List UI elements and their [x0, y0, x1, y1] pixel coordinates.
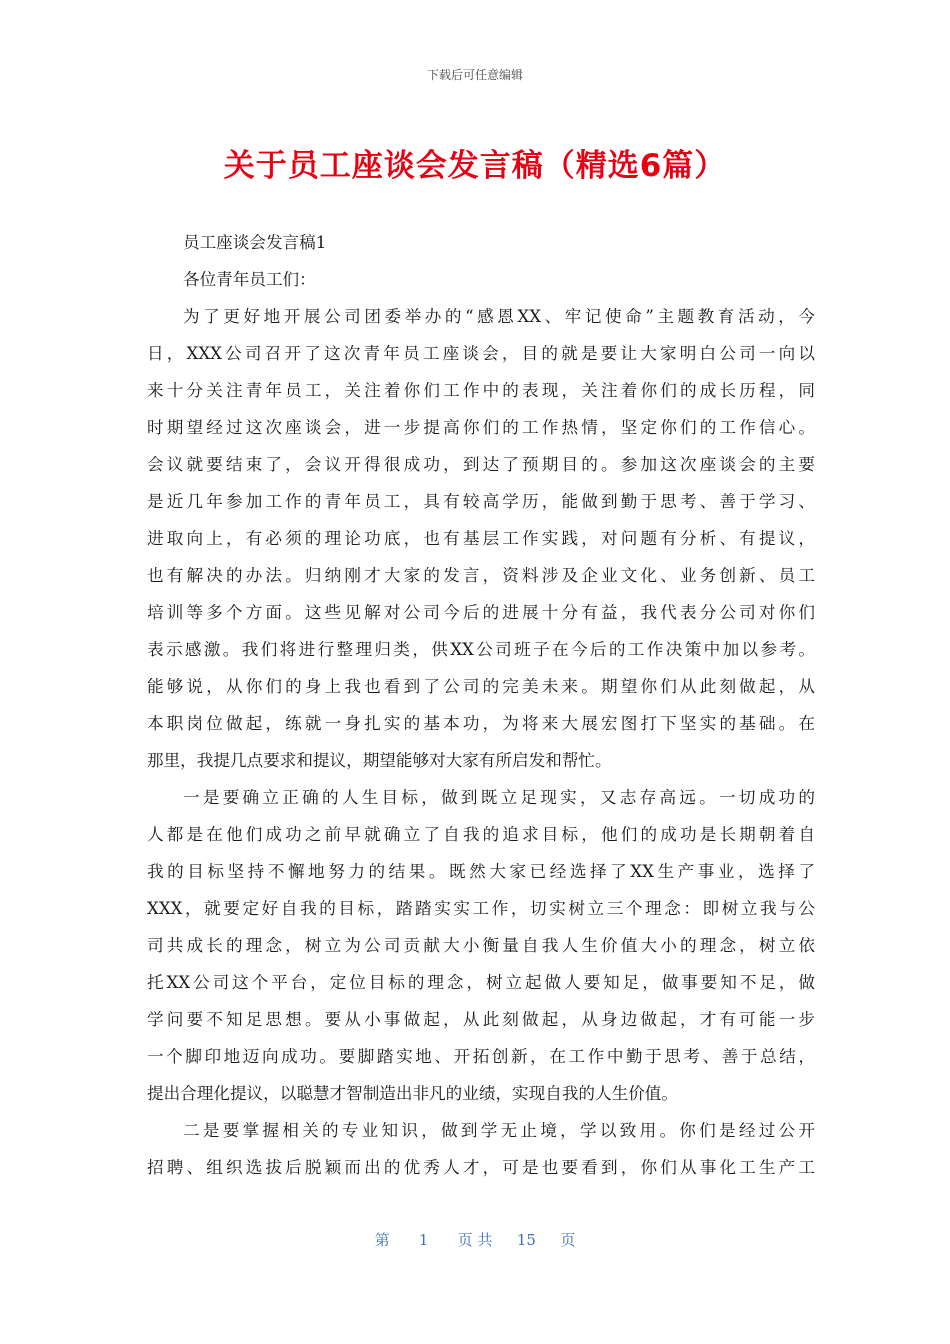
text-line: 司共成长的理念，树立为公司贡献大小衡量自我人生价值大小的理念，树立依 — [147, 936, 815, 955]
text-line: 进取向上，有必须的理论功底，也有基层工作实践，对问题有分析、有提议， — [147, 529, 815, 548]
text-line: 托XX公司这个平台，定位目标的理念，树立起做人要知足，做事要知不足，做 — [147, 973, 815, 992]
text-line: 那里，我提几点要求和提议，期望能够对大家有所启发和帮忙。 — [147, 751, 612, 770]
text-line: 也有解决的办法。归纳刚才大家的发言，资料涉及企业文化、业务创新、员工 — [147, 566, 815, 585]
text-line: 各位青年员工们： — [183, 270, 316, 289]
text-line: 员工座谈会发言稿1 — [183, 233, 327, 252]
footer-label-end: 页 — [560, 1231, 576, 1249]
text-line: 为了更好地开展公司团委举办的“感恩XX、牢记使命”主题教育活动，今 — [183, 307, 815, 326]
text-line: 一是要确立正确的人生目标，做到既立足现实，又志存高远。一切成功的 — [183, 788, 815, 807]
text-line: 表示感激。我们将进行整理归类，供XX公司班子在今后的工作决策中加以参考。 — [147, 640, 815, 659]
header-note: 下载后可任意编辑 — [426, 68, 523, 82]
footer-total-pages: 15 — [516, 1231, 536, 1249]
text-line: 时期望经过这次座谈会，进一步提高你们的工作热情，坚定你们的工作信心。 — [147, 418, 815, 437]
text-line: 二是要掌握相关的专业知识，做到学无止境，学以致用。你们是经过公开 — [183, 1121, 815, 1140]
page-footer — [0, 1229, 950, 1250]
text-line: 会议就要结束了，会议开得很成功，到达了预期目的。参加这次座谈会的主要 — [147, 455, 815, 474]
text-line: 培训等多个方面。这些见解对公司今后的进展十分有益，我代表分公司对你们 — [147, 603, 815, 622]
document-title: 关于员工座谈会发言稿（精选6篇） — [223, 148, 727, 184]
text-line: 我的目标坚持不懈地努力的结果。既然大家已经选择了XX生产事业，选择了 — [147, 862, 815, 881]
text-line: 本职岗位做起，练就一身扎实的基本功，为将来大展宏图打下坚实的基础。在 — [147, 714, 815, 733]
text-line: 是近几年参加工作的青年员工，具有较高学历，能做到勤于思考、善于学习、 — [147, 492, 815, 511]
text-line: 一个脚印地迈向成功。要脚踏实地、开拓创新，在工作中勤于思考、善于总结， — [147, 1047, 815, 1066]
text-line: 人都是在他们成功之前早就确立了自我的追求目标，他们的成功是长期朝着自 — [147, 825, 815, 844]
text-line: 日，XXX公司召开了这次青年员工座谈会，目的就是要让大家明白公司一向以 — [147, 344, 815, 363]
text-line: 能够说，从你们的身上我也看到了公司的完美未来。期望你们从此刻做起，从 — [147, 677, 815, 696]
document-body — [147, 224, 815, 1186]
text-line: 招聘、组织选拔后脱颖而出的优秀人才，可是也要看到，你们从事化工生产工 — [147, 1158, 815, 1177]
footer-label-total: 页 共 — [457, 1231, 493, 1249]
footer-page-number: 1 — [418, 1231, 429, 1249]
footer-label-page: 第 — [374, 1231, 390, 1249]
text-line: 提出合理化提议，以聪慧才智制造出非凡的业绩，实现自我的人生价值。 — [147, 1084, 678, 1103]
text-line: 来十分关注青年员工，关注着你们工作中的表现，关注着你们的成长历程，同 — [147, 381, 815, 400]
text-line: XXX，就要定好自我的目标，踏踏实实工作，切实树立三个理念：即树立我与公 — [147, 899, 815, 918]
text-line: 学问要不知足思想。要从小事做起，从此刻做起，从身边做起，才有可能一步 — [147, 1010, 815, 1029]
